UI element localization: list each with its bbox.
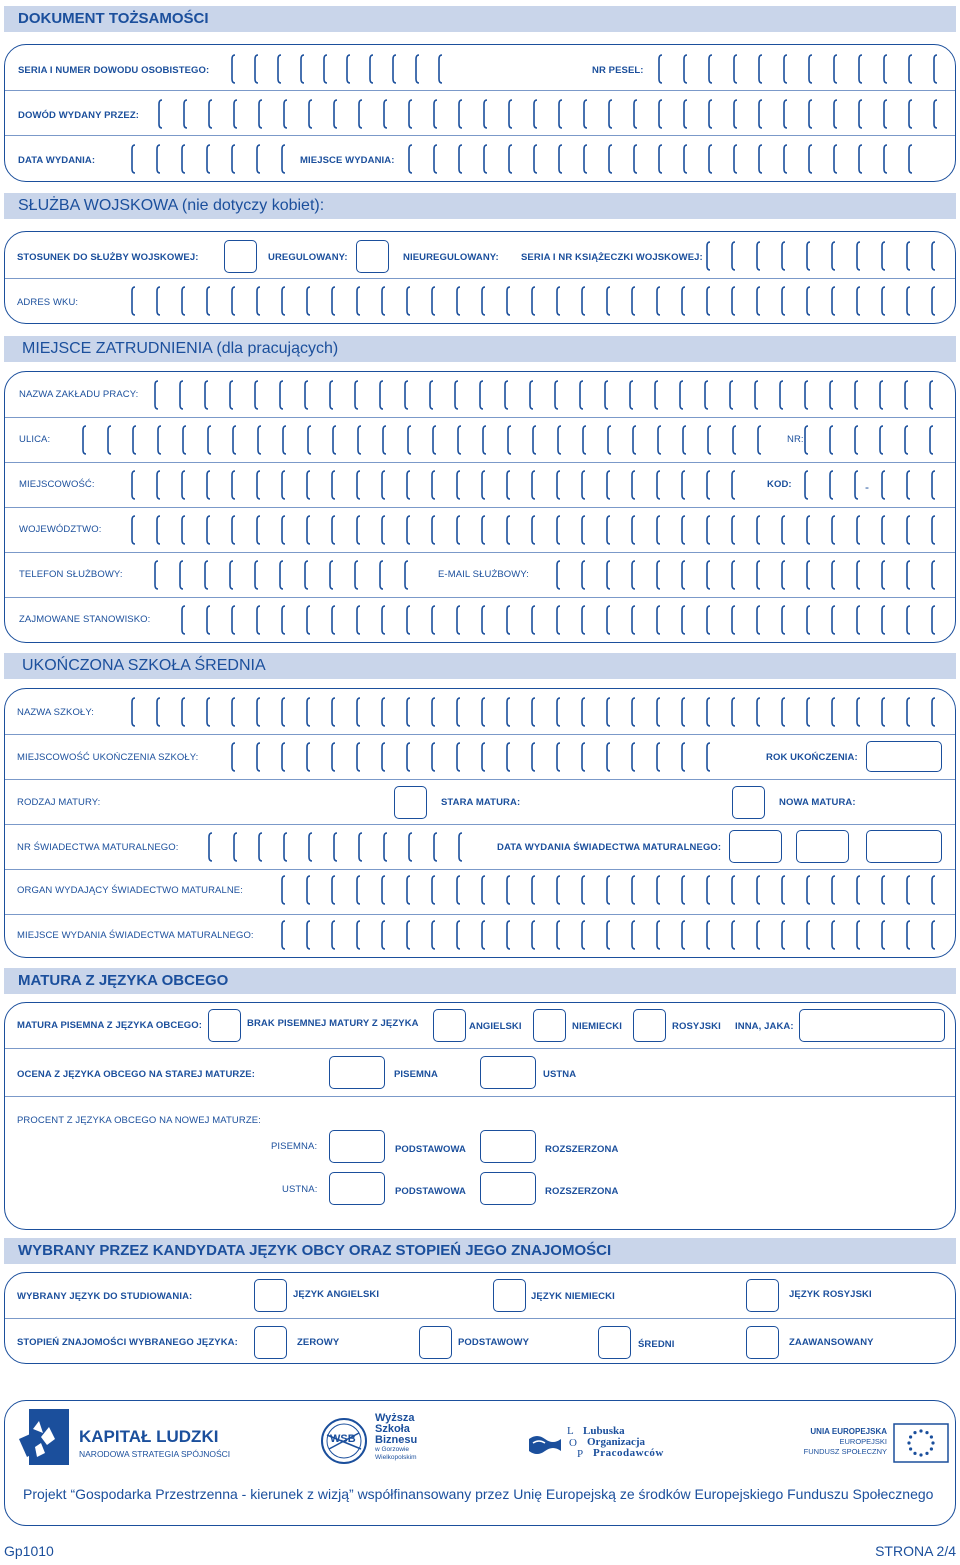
school-city-label: MIEJSCOWOŚĆ UKOŃCZENIA SZKOŁY: <box>17 752 199 763</box>
wsb-logo <box>319 1413 429 1473</box>
no-written-label: BRAK PISEMNEJ MATURY Z JĘZYKA <box>247 1018 419 1029</box>
employment-panel <box>4 371 956 643</box>
issue-place-label: MIEJSCE WYDANIA: <box>300 155 395 166</box>
unregulated-label: NIEUREGULOWANY: <box>403 252 499 263</box>
oral-extended-label: ROZSZERZONA <box>545 1186 619 1197</box>
postcode-label: KOD: <box>767 479 792 490</box>
oral-extended-field[interactable] <box>480 1172 536 1205</box>
email-label: E-MAIL SŁUŻBOWY: <box>438 569 529 580</box>
phone-field[interactable] <box>153 559 409 589</box>
city-field[interactable] <box>130 469 736 499</box>
issue-place-field[interactable] <box>407 143 913 173</box>
position-label: ZAJMOWANE STANOWISKO: <box>19 614 151 625</box>
issued-by-label: DOWÓD WYDANY PRZEZ: <box>18 110 139 121</box>
study-english-checkbox[interactable] <box>254 1279 287 1312</box>
study-german-checkbox[interactable] <box>493 1279 526 1312</box>
booklet-field[interactable] <box>705 240 936 270</box>
issuer-field[interactable] <box>280 874 936 904</box>
written-extended-label: ROZSZERZONA <box>545 1144 619 1155</box>
section-identity-header: DOKUMENT TOŻSAMOŚCI <box>4 6 956 32</box>
eu-line-2: EUROPEJSKI <box>839 1437 887 1446</box>
wsb-badge-text: WSB <box>330 1433 356 1445</box>
study-english-label: JĘZYK ANGIELSKI <box>293 1289 380 1300</box>
kl-title: KAPITAŁ LUDZKI <box>79 1427 219 1446</box>
postcode-field-b[interactable] <box>880 469 936 499</box>
lop-letter-p: P <box>577 1448 584 1460</box>
id-series-label: SERIA I NUMER DOWODU OSOBISTEGO: <box>18 65 210 76</box>
german-label: NIEMIECKI <box>572 1021 622 1032</box>
cert-date-day[interactable] <box>729 830 782 863</box>
wsb-line-2: Szkoła <box>375 1423 410 1435</box>
study-russian-label: JĘZYK ROSYJSKI <box>789 1289 872 1300</box>
lop-line-3: Pracodawców <box>593 1447 664 1459</box>
phone-label: TELEFON SŁUŻBOWY: <box>19 569 123 580</box>
study-language-label: WYBRANY JĘZYK DO STUDIOWANIA: <box>17 1291 193 1302</box>
city-label: MIEJSCOWOŚĆ: <box>19 479 95 490</box>
old-matura-checkbox[interactable] <box>394 786 427 819</box>
cert-no-label: NR ŚWIADECTWA MATURALNEGO: <box>17 842 179 853</box>
section-military-header: SŁUŻBA WOJSKOWA (nie dotyczy kobiet): <box>4 193 956 219</box>
pesel-field[interactable] <box>657 53 938 83</box>
level-label: STOPIEŃ ZNAJOMOŚCI WYBRANEGO JĘZYKA: <box>17 1337 238 1348</box>
wku-field[interactable] <box>130 285 936 315</box>
level-advanced-checkbox[interactable] <box>746 1326 779 1359</box>
school-city-field[interactable] <box>230 741 711 771</box>
eu-logo <box>799 1423 949 1465</box>
company-field[interactable] <box>153 379 934 409</box>
wku-label: ADRES WKU: <box>17 297 79 308</box>
german-checkbox[interactable] <box>633 1009 666 1042</box>
number-field[interactable] <box>803 424 934 454</box>
cert-place-label: MIEJSCE WYDANIA ŚWIADECTWA MATURALNEGO: <box>17 930 254 941</box>
company-label: NAZWA ZAKŁADU PRACY: <box>19 389 139 400</box>
regulated-checkbox[interactable] <box>356 240 389 273</box>
lop-line-1: Lubuska <box>583 1425 625 1437</box>
section-chosen-language-header: WYBRANY PRZEZ KANDYDATA JĘZYK OBCY ORAZ STOPIEŃ JEGO ZNAJOMOŚCI <box>4 1238 956 1264</box>
cert-date-month[interactable] <box>796 830 849 863</box>
year-field[interactable] <box>866 741 942 772</box>
written-exam-checkbox[interactable] <box>208 1009 241 1042</box>
issuer-label: ORGAN WYDAJĄCY ŚWIADECTWO MATURALNE: <box>17 885 243 896</box>
id-series-field[interactable] <box>230 53 443 83</box>
other-language-field[interactable] <box>799 1009 945 1042</box>
wsb-line-5: Wielkopolskim <box>375 1454 417 1461</box>
percent-oral-label: USTNA: <box>282 1184 318 1195</box>
cert-no-field[interactable] <box>207 831 463 861</box>
level-zero-checkbox[interactable] <box>254 1326 287 1359</box>
level-medium-label: ŚREDNI <box>638 1339 675 1350</box>
grade-oral-label: USTNA <box>543 1069 577 1080</box>
kapital-ludzki-logo <box>19 1409 229 1471</box>
regulated-checkbox-a[interactable] <box>224 240 257 273</box>
new-matura-checkbox[interactable] <box>732 786 765 819</box>
grade-written-field[interactable] <box>329 1056 385 1089</box>
street-label: ULICA: <box>19 434 51 445</box>
project-footer-text: Projekt “Gospodarka Przestrzenna - kierunek z wizją” współfinansowany przez Unię Europejską ze środków Europejskiego Funduszu Społecznego <box>23 1486 934 1502</box>
cert-date-label: DATA WYDANIA ŚWIADECTWA MATURALNEGO: <box>497 842 722 853</box>
position-field[interactable] <box>180 604 936 634</box>
street-field[interactable] <box>81 424 762 454</box>
grade-written-label: PISEMNA <box>394 1069 438 1080</box>
number-label: NR: <box>787 434 804 445</box>
postcode-dash: - <box>865 480 869 494</box>
school-name-field[interactable] <box>130 696 936 726</box>
study-russian-checkbox[interactable] <box>746 1279 779 1312</box>
lop-logo <box>527 1425 707 1465</box>
postcode-field-a[interactable] <box>803 469 859 499</box>
lop-flag-icon <box>527 1433 563 1457</box>
lop-line-2: Organizacja <box>587 1436 646 1448</box>
regulated-label: UREGULOWANY: <box>268 252 348 263</box>
percent-new-label: PROCENT Z JĘZYKA OBCEGO NA NOWEJ MATURZE: <box>17 1115 261 1126</box>
no-written-checkbox[interactable] <box>433 1009 466 1042</box>
military-panel <box>4 231 956 324</box>
booklet-label: SERIA I NR KSIĄŻECZKI WOJSKOWEJ: <box>521 252 703 263</box>
email-field[interactable] <box>555 559 936 589</box>
page-number: STRONA 2/4 <box>875 1543 956 1559</box>
study-german-label: JĘZYK NIEMIECKI <box>531 1291 615 1302</box>
english-label: ANGIELSKI <box>469 1021 522 1032</box>
new-matura-label: NOWA MATURA: <box>779 797 856 808</box>
school-panel <box>4 688 956 958</box>
year-label: ROK UKOŃCZENIA: <box>766 752 858 763</box>
section-school-header: UKOŃCZONA SZKOŁA ŚREDNIA <box>4 653 956 679</box>
lop-letter-l: L <box>567 1425 574 1437</box>
other-label: INNA, JAKA: <box>735 1021 794 1032</box>
oral-basic-field[interactable] <box>329 1172 385 1205</box>
document-code: Gp1010 <box>4 1543 54 1559</box>
cert-date-year[interactable] <box>866 830 942 863</box>
level-basic-checkbox[interactable] <box>419 1326 452 1359</box>
military-relation-label: STOSUNEK DO SŁUŻBY WOJSKOWEJ: <box>17 252 199 263</box>
kl-subtitle: NARODOWA STRATEGIA SPÓJNOŚCI <box>79 1449 231 1459</box>
voivodeship-label: WOJEWÓDZTWO: <box>19 524 102 535</box>
lop-letter-o: O <box>569 1437 577 1449</box>
old-matura-label: STARA MATURA: <box>441 797 521 808</box>
russian-label: ROSYJSKI <box>672 1021 721 1032</box>
wsb-line-3: Biznesu <box>375 1434 418 1446</box>
wsb-line-1: Wyższa <box>375 1412 415 1424</box>
matura-type-label: RODZAJ MATURY: <box>17 797 101 808</box>
written-basic-field[interactable] <box>329 1130 385 1163</box>
written-basic-label: PODSTAWOWA <box>395 1144 467 1155</box>
written-extended-field[interactable] <box>480 1130 536 1163</box>
kapital-ludzki-icon <box>19 1409 69 1471</box>
oral-basic-label: PODSTAWOWA <box>395 1186 467 1197</box>
written-exam-label: MATURA PISEMNA Z JĘZYKA OBCEGO: <box>17 1020 203 1031</box>
pesel-label: NR PESEL: <box>592 65 644 76</box>
issue-date-field[interactable] <box>130 143 286 173</box>
eu-line-1: UNIA EUROPEJSKA <box>810 1427 887 1436</box>
issue-date-label: DATA WYDANIA: <box>18 155 96 166</box>
level-basic-label: PODSTAWOWY <box>458 1337 530 1348</box>
voivodeship-field[interactable] <box>130 514 936 544</box>
school-name-label: NAZWA SZKOŁY: <box>17 707 94 718</box>
grade-old-label: OCENA Z JĘZYKA OBCEGO NA STAREJ MATURZE: <box>17 1069 255 1080</box>
issued-by-field[interactable] <box>157 98 938 128</box>
eu-flag-icon <box>893 1423 949 1463</box>
footer-logos-panel <box>4 1400 956 1526</box>
level-advanced-label: ZAAWANSOWANY <box>789 1337 874 1348</box>
grade-oral-field[interactable] <box>480 1056 536 1089</box>
foreign-exam-panel <box>4 1002 956 1230</box>
cert-place-field[interactable] <box>280 919 936 949</box>
chosen-language-panel <box>4 1272 956 1364</box>
english-checkbox[interactable] <box>533 1009 566 1042</box>
wsb-line-4: w Gorzowie <box>375 1446 409 1453</box>
section-foreign-exam-header: MATURA Z JĘZYKA OBCEGO <box>4 968 956 994</box>
eu-line-3: FUNDUSZ SPOŁECZNY <box>803 1447 887 1456</box>
level-medium-checkbox[interactable] <box>598 1326 631 1359</box>
level-zero-label: ZEROWY <box>297 1337 340 1348</box>
section-employment-header: MIEJSCE ZATRUDNIENIA (dla pracujących) <box>4 336 956 362</box>
percent-written-label: PISEMNA: <box>271 1141 318 1152</box>
identity-panel <box>4 44 956 182</box>
